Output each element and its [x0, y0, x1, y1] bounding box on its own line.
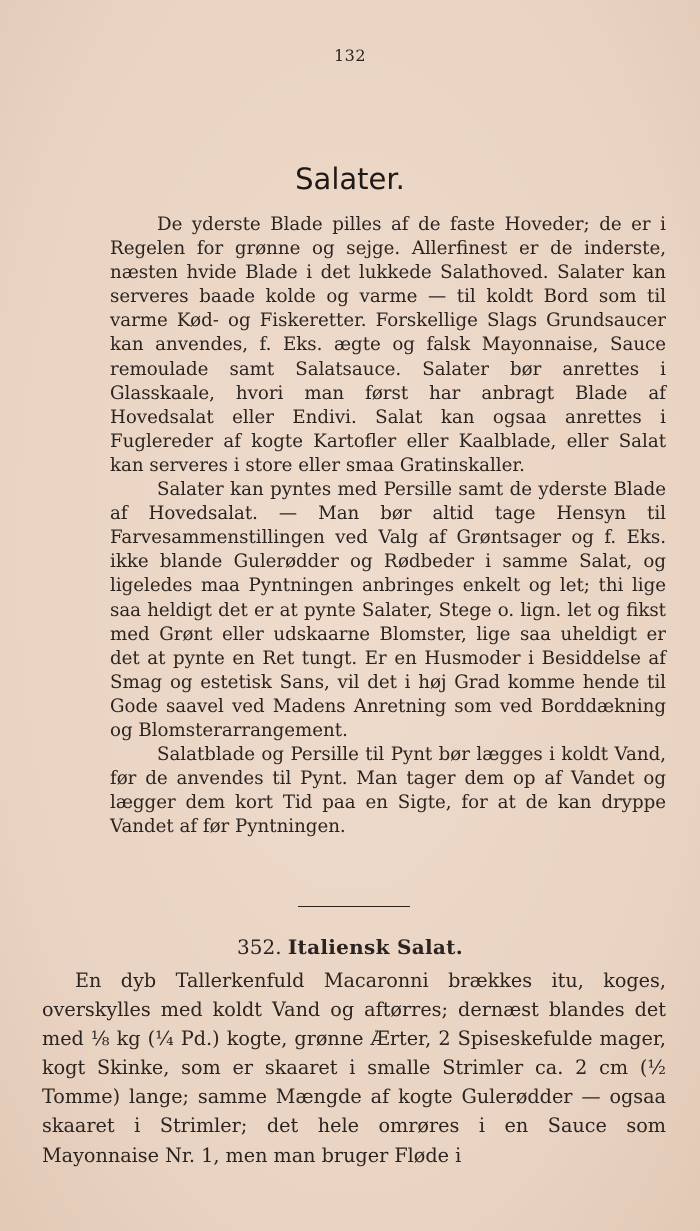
recipe-heading: [0, 935, 700, 959]
section-title: Salater.: [295, 162, 405, 196]
intro-paragraph: Salater kan pyntes med Persille samt de yderste Blade af Hovedsalat. — Man bør altid tage Hensyn til Farvesammenstillingen ved Valg af Grøntsager og f. Eks. ikke blande Gulerødder og Rødbeder i samme Salat, og ligeledes maa Pyntningen anbringes enkelt og let; thi lige saa heldigt det er at pynte Salater, Stege o. lign. let og fikst med Grønt eller udskaarne Blomster, lige saa uheldigt er det at pynte en Ret tungt. Er en Husmoder i Besiddelse af Smag og estetisk Sans, vil det i høj Grad komme hende til Gode saavel ved Madens Anretning som ved Borddækning og Blomsterarrangement.: [110, 479, 666, 741]
recipe-paragraph: En dyb Tallerkenfuld Macaronni brækkes itu, koges, overskylles med koldt Vand og aftørres; dernæst blandes det med ⅛ kg (¼ Pd.) kogte, grønne Ærter, 2 Spiseskefulde mager, kogt Skinke, som er skaaret i smalle Strimler ca. 2 cm (½ Tomme) lange; samme Mængde af kogte Gulerødder — ogsaa skaaret i Strimler; det hele omrøres i en Sauce som Mayonnaise Nr. 1, men man bruger Fløde i: [42, 969, 666, 1167]
recipe-body: [42, 966, 666, 1170]
intro-paragraph: Salatblade og Persille til Pynt bør lægges i koldt Vand, før de anvendes til Pynt. Man tager dem op af Vandet og lægger dem kort Tid paa en Sigte, for at de kan dryppe Vandet af før Pyntningen.: [110, 744, 666, 838]
recipe-title: Italiensk Salat.: [287, 935, 463, 959]
recipe-number: 352.: [237, 935, 282, 959]
intro-text: [110, 213, 666, 839]
page-number: 132: [333, 46, 367, 65]
intro-paragraph: De yderste Blade pilles af de faste Hoveder; de er i Regelen for grønne og sejge. Allerfinest er de inderste, næsten hvide Blade i det lukkede Salathoved. Salater kan serveres baade kolde og varme — til koldt Bord som til varme Kød- og Fiskeretter. Forskellige Slags Grundsaucer kan anvendes, f. Eks. ægte og falsk Mayonnaise, Sauce remoulade samt Salatsauce. Salater bør anrettes i Glasskaale, hvori man først har anbragt Blade af Hovedsalat eller Endivi. Salat kan ogsaa anrettes i Fuglereder af kogte Kartofler eller Kaalblade, eller Salat kan serveres i store eller smaa Gratinskaller.: [110, 214, 666, 476]
section-divider: [298, 906, 410, 907]
